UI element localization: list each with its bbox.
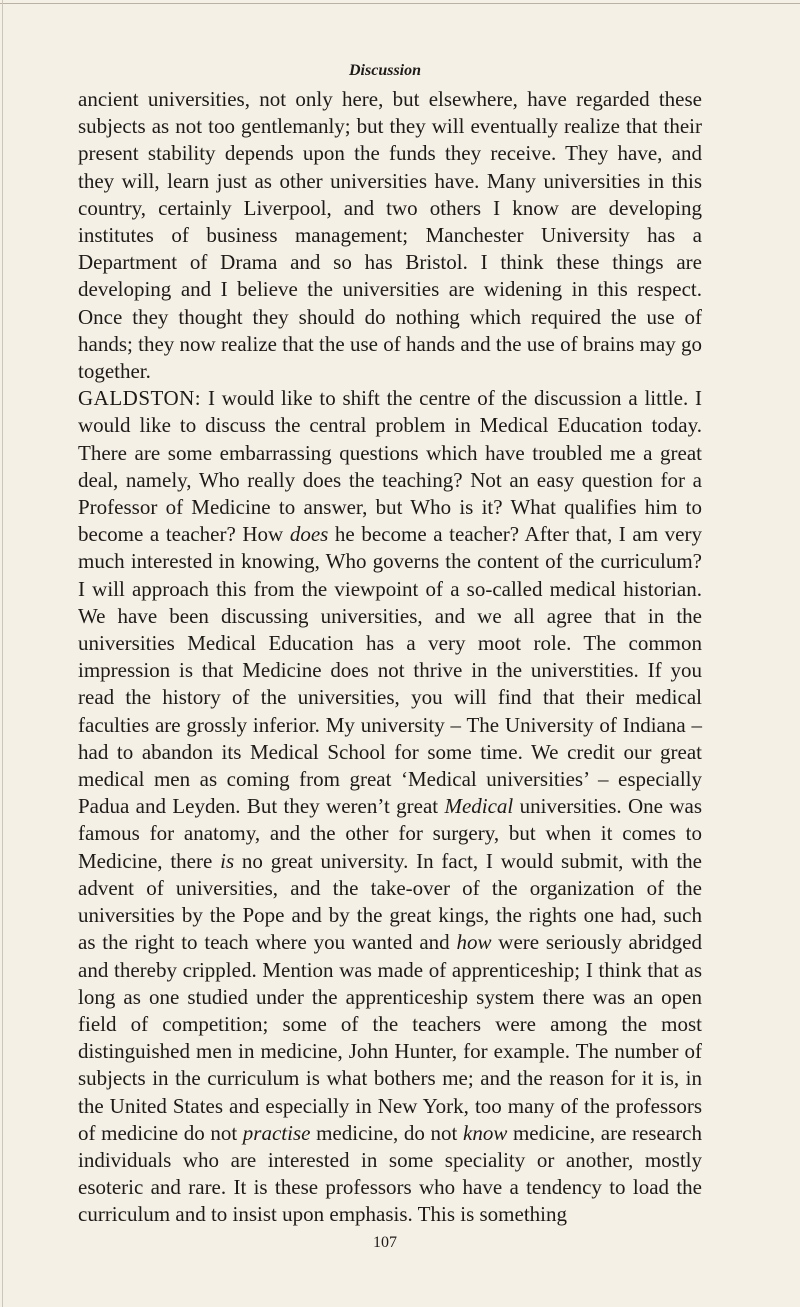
text-segment: he become a teacher? After that, I am very much interested in knowing, Who governs the content of the curriculum? I will approach this from the viewpoint of a so-called medical historian. We have been discussing universities, and we all agree that in the universities Medical Education has a very moot role. The common impression is that Medicine does not thrive in the universtities. If you read the history of the universities, you will find that their medical faculties are grossly inferior. My university – The University of Indiana – had to abandon its Medical School for some time. We credit our great medical men as coming from great ‘Medical universities’ – especially Padua and Leyden. But they weren’t great [78, 522, 702, 819]
running-head: Discussion [348, 62, 422, 79]
text-segment: were seriously abridged and thereby crippled. Mention was made of apprenticeship; I think that as long as one studied under the apprenticeship system there was an open field of competition; some of the teachers were among the most distinguished men in medicine, John Hunter, for example. The number of subjects in the curriculum is what bothers me; and the reason for it is, in the United States and especially in New York, too many of the professors of medicine do not [78, 930, 702, 1145]
text-segment: medicine, do not [310, 1120, 463, 1145]
body-text [78, 86, 702, 1229]
paragraph-galdston [78, 385, 702, 1228]
page-edge-left [2, 0, 3, 1307]
emphasis-text: know [463, 1120, 508, 1145]
emphasis-text: practise [242, 1120, 311, 1145]
text-segment: medicine, are research individuals who are interested in some speciality or another, mostly esoteric and rare. It is these professors who have a tendency to load the curriculum and to insist upon emphasis. This is something [78, 1120, 702, 1227]
emphasis-text: how [456, 930, 492, 955]
paragraph-continued: ancient universities, not only here, but elsewhere, have regarded these subjects as not too gentlemanly; but they will eventually realize that their present stability depends upon the funds they receive. They have, and they will, learn just as other universities have. Many universities in this country, certainly Liverpool, and two others I know are developing institutes of business management; Manchester University has a Department of Drama and so has Bristol. I think these things are developing and I believe the universities are widening in this respect. Once they thought they should do nothing which required the use of hands; they now realize that the use of hands and the use of brains may go together. [78, 87, 702, 384]
emphasis-text: does [289, 522, 329, 547]
emphasis-text: is [220, 848, 235, 873]
speaker-name: GALDSTON: [78, 386, 202, 411]
emphasis-text: Medical [444, 794, 514, 819]
text-segment: universities. One was famous for anatomy, and the other for surgery, but when it comes to Medicine, there [78, 794, 702, 873]
text-segment: I would like to shift the centre of the discussion a little. I would like to discuss the central problem in Medical Education today. There are some embarrassing questions which have troubled me a great deal, namely, Who really does the teaching? Not an easy question for a Professor of Medicine to answer, but Who is it? What qualifies him to become a teacher? How [78, 386, 702, 547]
text-segment: no great university. In fact, I would submit, with the advent of universities, and the take-over of the organization of the universities by the Pope and by the great kings, the rights one had, such as the right to teach where you wanted and [78, 848, 702, 955]
page-edge-top [0, 3, 800, 4]
page-number: 107 [373, 1234, 397, 1251]
